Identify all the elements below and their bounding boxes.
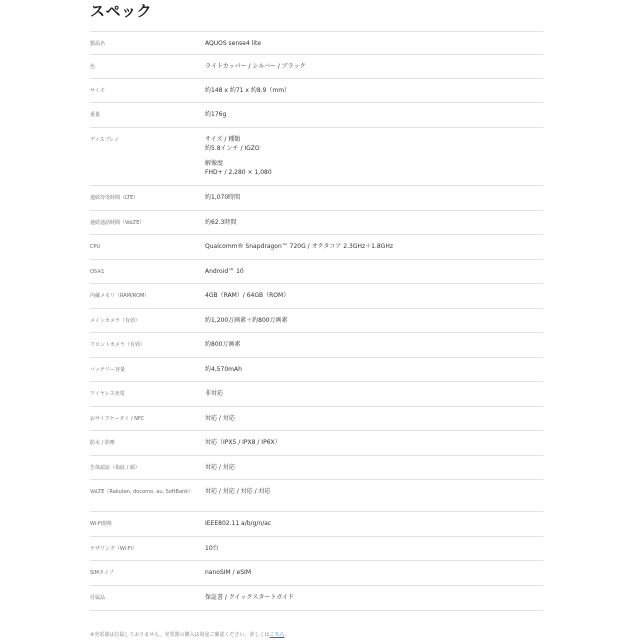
spec-value-line: nanoSIM / eSIM	[205, 569, 251, 576]
spec-row	[90, 309, 543, 333]
spec-row	[90, 358, 543, 382]
spec-value-line: 約800万画素	[205, 341, 241, 348]
spec-label: フロントカメラ（有効）	[90, 342, 145, 348]
spec-label: CPU	[90, 244, 101, 250]
spec-value	[205, 260, 543, 283]
page-title: スペック	[90, 2, 153, 20]
footer-note	[90, 631, 290, 638]
spec-value-line: 非対応	[205, 390, 224, 397]
spec-value-line: 約1,070時間	[205, 194, 241, 201]
spec-value	[205, 211, 543, 234]
spec-label: 重量	[90, 112, 101, 118]
spec-value-block	[205, 136, 543, 153]
spec-label: VoLTE（Rakuten, docomo, au, SoftBank）	[90, 489, 194, 495]
spec-value	[205, 333, 543, 357]
spec-label: Wi-Fi規格	[90, 521, 112, 527]
spec-value	[205, 79, 543, 102]
spec-row	[90, 260, 543, 284]
spec-row	[90, 31, 543, 55]
spec-value-line: 解像度	[205, 160, 224, 168]
spec-value-line: サイズ / 種類	[205, 136, 241, 143]
spec-label: バッテリー容量	[90, 367, 126, 373]
spec-value	[205, 586, 543, 610]
spec-label: 連続通話時間（VoLTE）	[90, 220, 145, 226]
spec-value	[205, 561, 543, 585]
spec-row	[90, 586, 543, 611]
spec-value	[205, 512, 543, 536]
spec-label: 内蔵メモリ（RAM/ROM）	[90, 293, 150, 299]
spec-row	[90, 333, 543, 358]
spec-row	[90, 103, 543, 128]
spec-row	[90, 431, 543, 456]
spec-value-line: 対応 / 対応	[205, 415, 235, 422]
spec-value-line: Android™ 10	[205, 268, 244, 275]
spec-value	[205, 103, 543, 127]
spec-value	[205, 358, 543, 381]
spec-value-line: ライトカッパー / シルバー / ブラック	[205, 63, 306, 70]
spec-value-line: 4GB（RAM）/ 64GB（ROM）	[205, 292, 290, 299]
spec-value-line: 10台	[205, 545, 219, 552]
spec-value-line: 対応 / 対応	[205, 464, 235, 471]
spec-value	[205, 456, 543, 479]
footer-link[interactable]: こちら	[269, 632, 285, 638]
spec-value-line: IEEE802.11 a/b/g/n/ac	[205, 520, 272, 527]
spec-value-line: 約176g	[205, 111, 227, 118]
spec-label: 製品名	[90, 41, 106, 47]
spec-value-line: 約5.8インチ / IGZO	[205, 144, 260, 152]
spec-row	[90, 55, 543, 79]
spec-value	[205, 32, 543, 54]
spec-value-line: Qualcomm® Snapdragon™ 720G / オクタコア 2.3GHz＋1.8GHz	[205, 243, 393, 250]
spec-row	[90, 186, 543, 211]
spec-label: 付属品	[90, 595, 106, 601]
footer-suffix: 。	[284, 632, 290, 638]
spec-label: テザリング（Wi-Fi）	[90, 546, 137, 552]
spec-label: サイズ	[90, 88, 105, 94]
spec-row	[90, 537, 543, 561]
spec-label: おサイフケータイ / NFC	[90, 416, 145, 422]
spec-value	[205, 186, 543, 210]
spec-value	[205, 284, 543, 308]
spec-value-line: 対応（IPX5 / IPX8 / IP6X）	[205, 439, 281, 446]
spec-value	[205, 382, 543, 406]
spec-value-block	[205, 160, 543, 177]
spec-row	[90, 480, 543, 512]
spec-value-line: 保証書 / クイックスタートガイド	[205, 594, 294, 601]
spec-value-line: 約1,200万画素＋約800万画素	[205, 317, 288, 324]
spec-row	[90, 284, 543, 309]
spec-label: SIMタイプ	[90, 570, 114, 576]
spec-value	[205, 537, 543, 560]
spec-value-line: 約148 x 約71 x 約8.9（mm）	[205, 87, 291, 94]
spec-value	[205, 480, 543, 511]
footer-text: ※充電器は付属しておりません。充電器の購入は別途ご確認ください。詳しくは	[90, 632, 270, 638]
spec-value	[205, 128, 543, 185]
spec-row	[90, 407, 543, 431]
spec-row	[90, 128, 543, 186]
spec-value	[205, 55, 543, 78]
spec-value	[205, 235, 543, 259]
spec-value	[205, 309, 543, 332]
spec-label: 連続待受時間（LTE）	[90, 195, 139, 201]
spec-row	[90, 512, 543, 537]
spec-label: ディスプレイ	[90, 137, 120, 143]
spec-value-line: 約4,570mAh	[205, 366, 242, 373]
spec-value-line: AQUOS sense4 lite	[205, 40, 262, 47]
spec-row	[90, 382, 543, 407]
spec-table	[90, 31, 543, 611]
spec-value	[205, 431, 543, 455]
spec-row	[90, 79, 543, 103]
spec-label: ワイヤレス充電	[90, 391, 125, 397]
spec-row	[90, 235, 543, 260]
spec-row	[90, 561, 543, 586]
spec-label: 生体認証（指紋 / 顔）	[90, 465, 140, 471]
spec-label: OS※1	[90, 269, 105, 275]
spec-value-line: 対応 / 対応 / 対応 / 対応	[205, 488, 271, 495]
spec-label: 色	[90, 64, 96, 70]
spec-label: 防水 / 防塵	[90, 440, 115, 446]
spec-label: メインカメラ（有効）	[90, 318, 140, 324]
spec-value-line: FHD+ / 2,280 × 1,080	[205, 169, 272, 177]
spec-row	[90, 211, 543, 235]
spec-value-line: 約62.3時間	[205, 219, 237, 226]
spec-value	[205, 407, 543, 430]
spec-row	[90, 456, 543, 480]
